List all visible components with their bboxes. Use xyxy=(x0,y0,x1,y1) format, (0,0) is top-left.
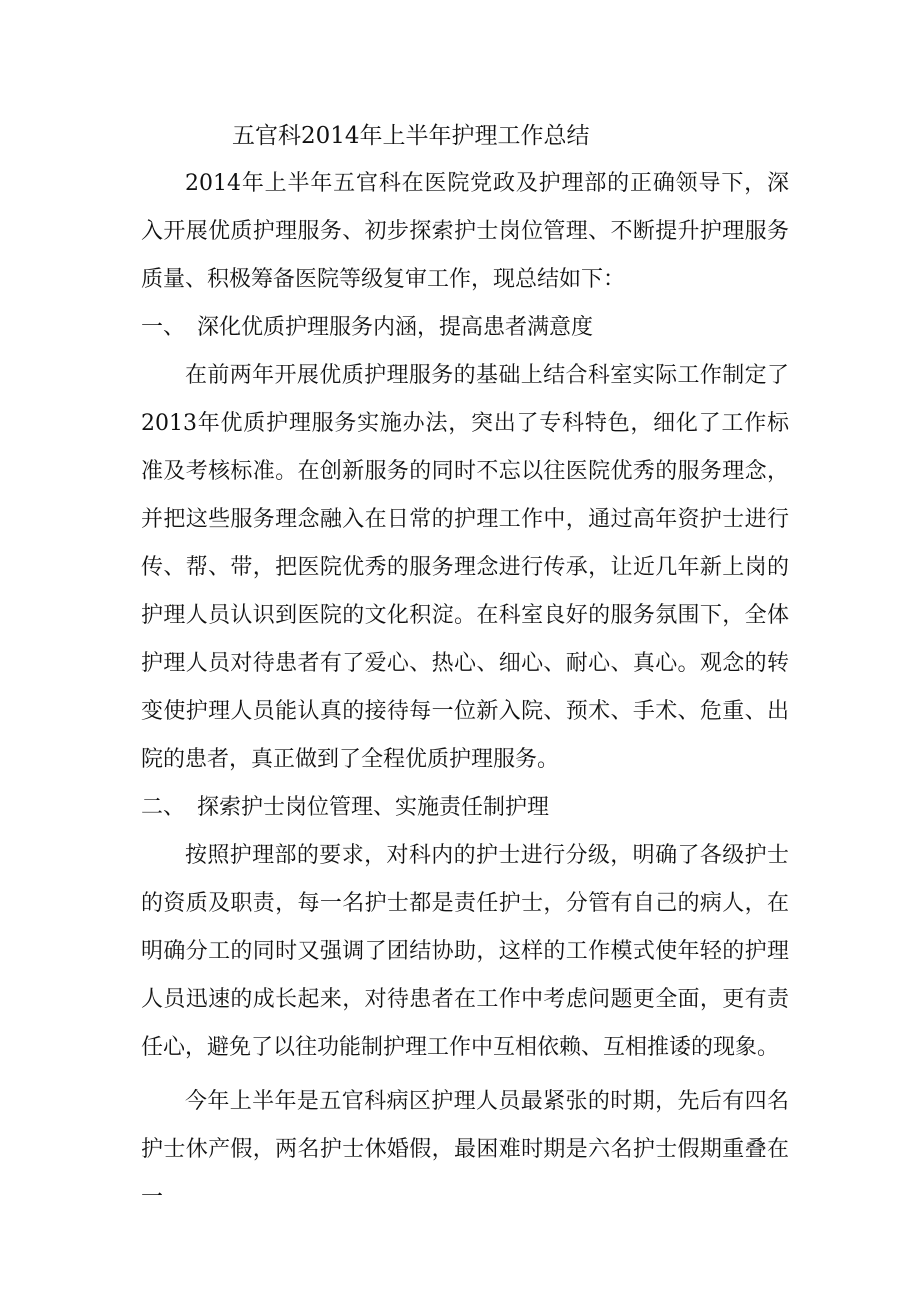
document-title: 五官科2014年上半年护理工作总结 xyxy=(232,123,590,149)
intro-paragraph: 2014年上半年五官科在医院党政及护理部的正确领导下，深入开展优质护理服务、初步探索护士岗位管理、不断提升护理服务质量、积极筹备医院等级复审工作，现总结如下： xyxy=(141,171,789,292)
section-number-2: 二、 xyxy=(141,795,186,820)
section-2-paragraph-2: 今年上半年是五官科病区护理人员最紧张的时期，先后有四名护士休产假，两名护士休婚假，最困难时期是六名护士假期重叠在一 xyxy=(141,1089,789,1210)
section-title-1: 深化优质护理服务内涵，提高患者满意度 xyxy=(197,315,594,340)
section-1-paragraph-1: 在前两年开展优质护理服务的基础上结合科室实际工作制定了2013年优质护理服务实施办法，突出了专科特色，细化了工作标准及考核标准。在创新服务的同时不忘以往医院优秀的服务理念，并把这些服务理念融入在日常的护理工作中，通过高年资护士进行传、帮、带，把医院优秀的服务理念进行传承，让近几年新上岗的护理人员认识到医院的文化积淀。在科室良好的服务氛围下，全体护理人员对待患者有了爱心、热心、细心、耐心、真心。观念的转变使护理人员能认真的接待每一位新入院、预术、手术、危重、出院的患者，真正做到了全程优质护理服务。 xyxy=(141,363,789,772)
section-2-paragraph-1: 按照护理部的要求，对科内的护士进行分级，明确了各级护士的资质及职责，每一名护士都是责任护士，分管有自己的病人，在明确分工的同时又强调了团结协助，这样的工作模式使年轻的护理人员迅速的成长起来，对待患者在工作中考虑问题更全面，更有责任心，避免了以往功能制护理工作中互相依赖、互相推诿的现象。 xyxy=(141,843,789,1060)
section-number-1: 一、 xyxy=(141,315,186,340)
section-heading-1 xyxy=(141,304,593,352)
section-heading-2 xyxy=(141,784,549,832)
section-title-2: 探索护士岗位管理、实施责任制护理 xyxy=(197,795,550,820)
